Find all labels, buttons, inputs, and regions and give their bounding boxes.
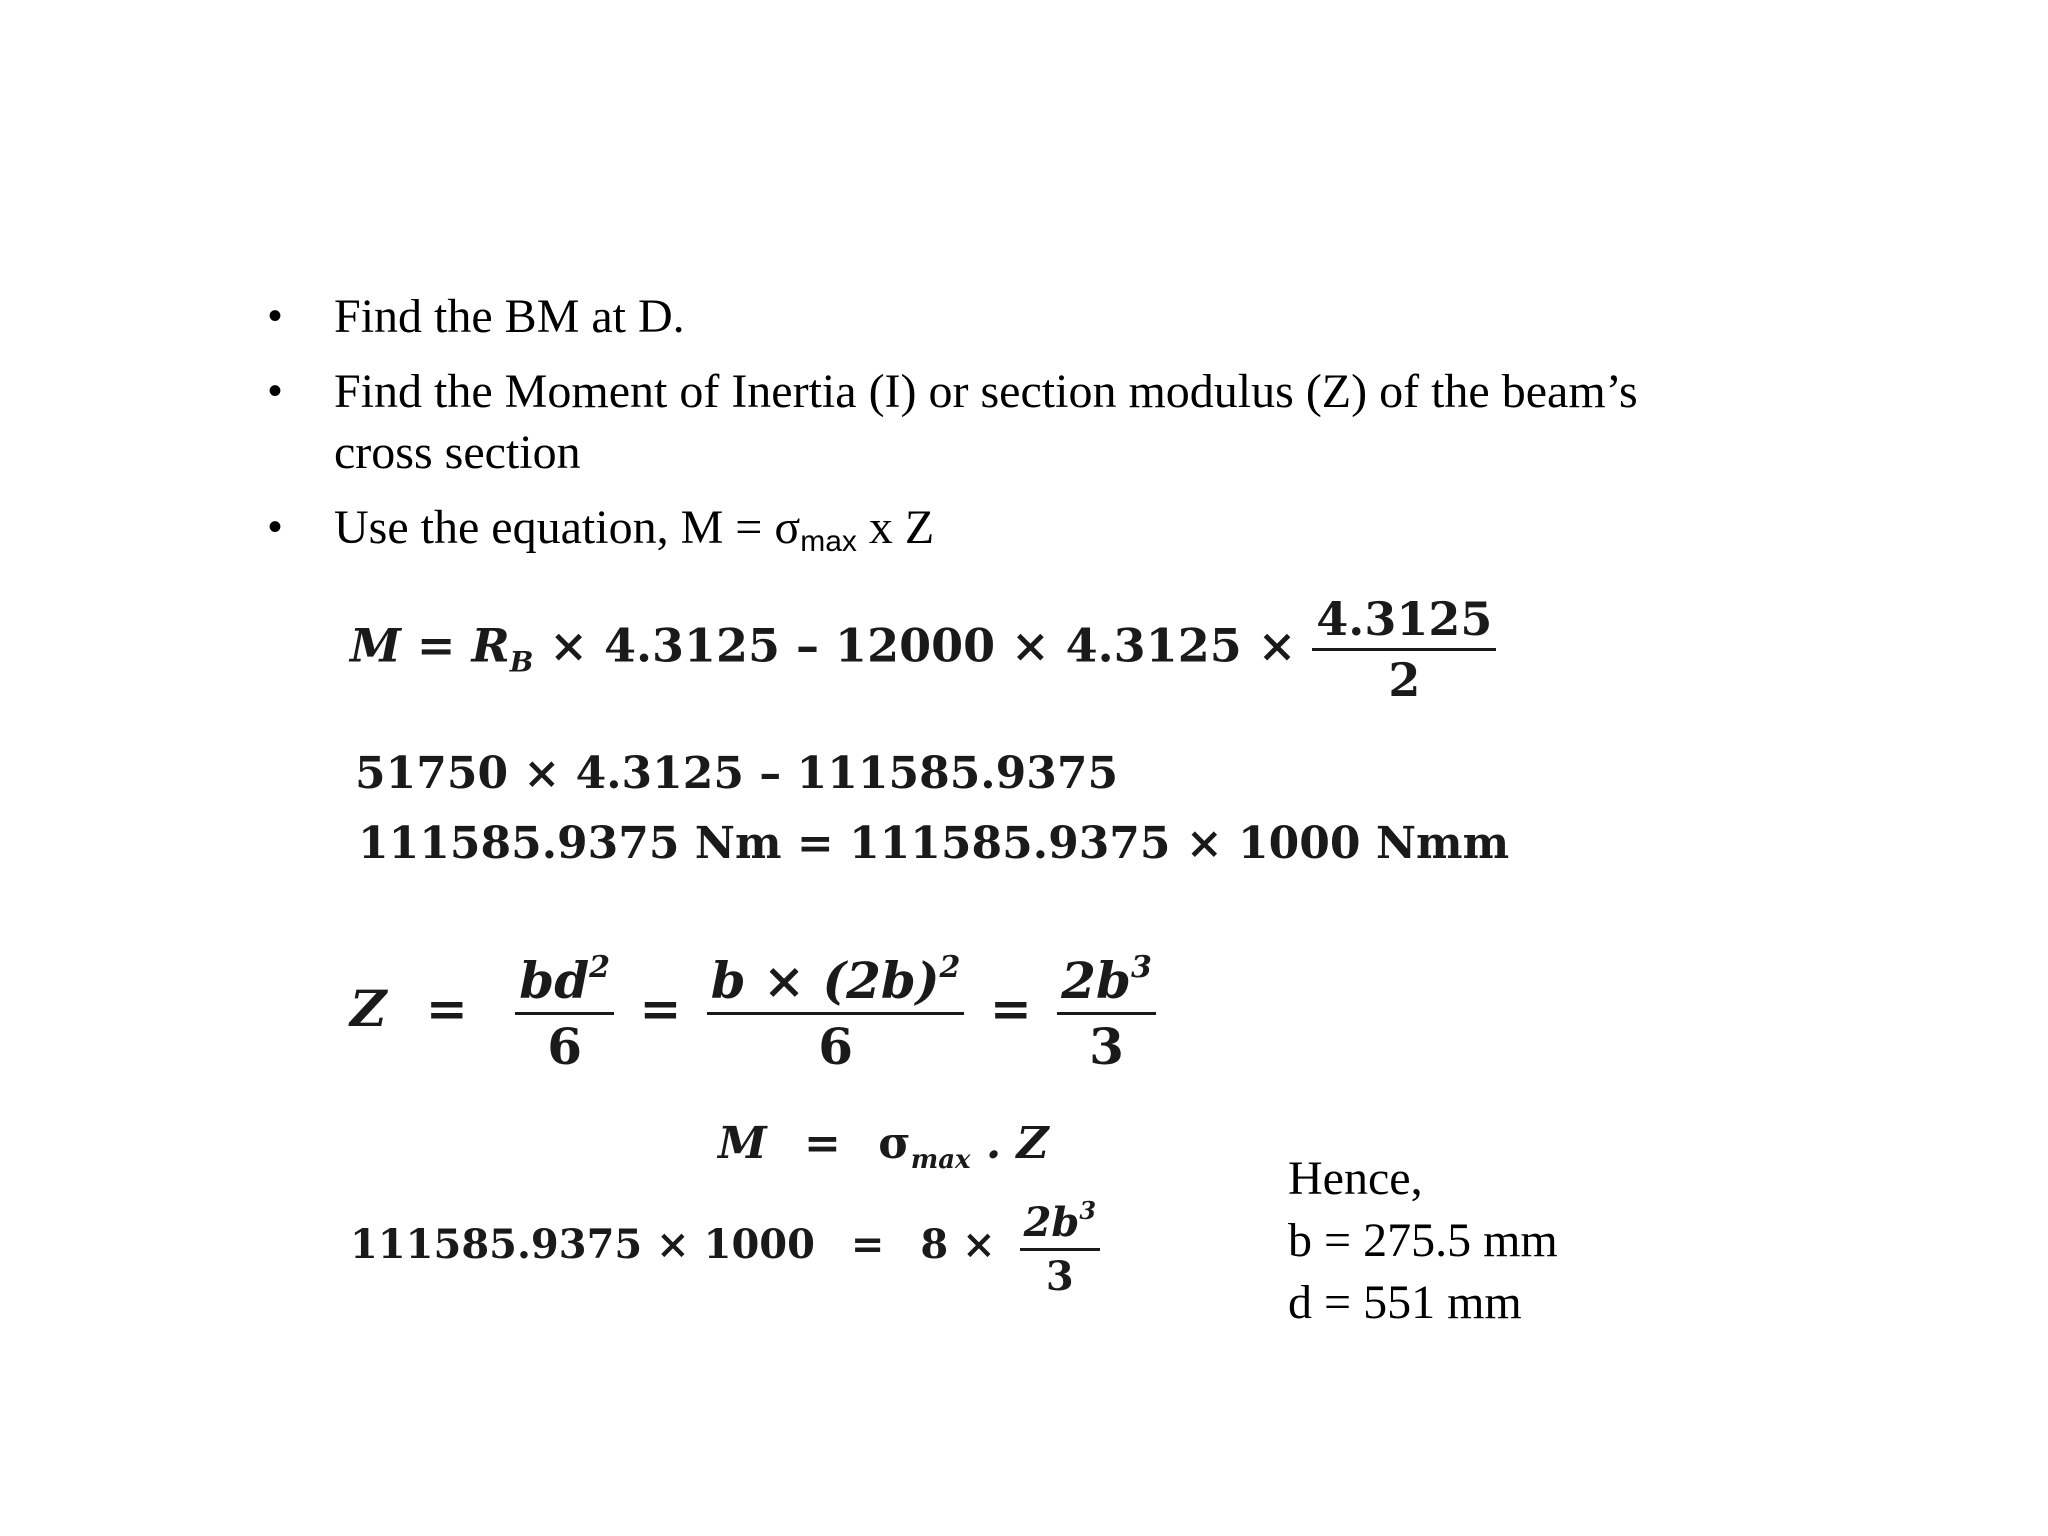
eq1-frac-den: 2 — [1388, 653, 1421, 707]
eqz-f1-num-sup: 2 — [589, 950, 611, 985]
moment-result-line: 111585.9375 Nm = 111585.9375 × 1000 Nmm — [358, 818, 1510, 869]
eq1-fraction — [1312, 592, 1496, 707]
bullet-list — [268, 286, 1648, 586]
eqz-f2-num-text: b × (2b) — [710, 951, 940, 1010]
eqz-equals: = — [425, 979, 468, 1038]
bullet-item — [268, 286, 1648, 347]
eqlast-frac-den: 3 — [1045, 1252, 1074, 1300]
eqm-equals: = — [804, 1118, 841, 1169]
bullet-subscript: max — [800, 525, 857, 558]
eqz-fraction-2 — [707, 950, 965, 1076]
bullet-text-tail: x Z — [856, 501, 935, 554]
eq1-lhs: M = R — [350, 618, 510, 673]
bullet-dot: • — [268, 294, 283, 338]
eqlast-frac-num-text: 2b — [1023, 1198, 1080, 1246]
bullet-dot: • — [268, 369, 283, 413]
eqlast-lhs: 111585.9375 × 1000 — [350, 1220, 815, 1268]
bullet-text: Find the BM at D. — [334, 290, 685, 343]
eqz-lhs: Z — [350, 979, 387, 1038]
eqm-lhs: M — [718, 1118, 767, 1169]
eq1-body: × 4.3125 – 12000 × 4.3125 × — [533, 618, 1313, 673]
eqz-f2-num — [707, 950, 965, 1015]
eqz-f1-den: 6 — [547, 1017, 583, 1076]
result-line-1: Hence, — [1288, 1152, 1423, 1205]
moment-equation — [350, 592, 1496, 707]
solve-equation — [350, 1196, 1100, 1300]
result-block — [1288, 1148, 1558, 1334]
bullet-text: Use the equation, M = σ — [334, 501, 801, 554]
eqz-f3-num-text: 2b — [1061, 951, 1131, 1010]
eqz-fraction-1 — [515, 950, 614, 1076]
eqz-f1-num-text: bd — [519, 951, 590, 1010]
eqz-f3-num — [1057, 950, 1156, 1015]
eqm-sigma: σ — [878, 1118, 911, 1169]
eqlast-frac-num-sup: 3 — [1079, 1196, 1097, 1225]
eqlast-fraction — [1020, 1196, 1101, 1300]
bullet-item — [268, 361, 1648, 483]
eqz-f3-num-sup: 3 — [1130, 950, 1152, 985]
bullet-item — [268, 497, 1648, 572]
eqlast-equals: = — [850, 1220, 885, 1268]
moment-calc-line: 51750 × 4.3125 – 111585.9375 — [355, 748, 1119, 799]
bullet-dot: • — [268, 505, 283, 549]
eqz-f2-den: 6 — [818, 1017, 853, 1076]
eqlast-mult: 8 × — [920, 1220, 996, 1268]
eqlast-frac-num — [1020, 1196, 1101, 1251]
eq1-lhs-subscript: B — [509, 645, 534, 679]
bending-equation — [718, 1118, 1049, 1175]
eqz-equals-2: = — [639, 979, 682, 1038]
result-line-3: d = 551 mm — [1288, 1276, 1522, 1329]
eqz-f2-num-sup: 2 — [939, 950, 961, 985]
bullet-text: Find the Moment of Inertia (I) or section modulus (Z) of the beam’s cross section — [334, 365, 1638, 479]
eqm-subscript: max — [910, 1145, 971, 1175]
eq1-frac-num: 4.3125 — [1312, 592, 1496, 651]
eqz-f3-den: 3 — [1089, 1017, 1124, 1076]
section-modulus-equation — [350, 950, 1156, 1076]
result-line-2: b = 275.5 mm — [1288, 1214, 1558, 1267]
eqz-equals-3: = — [989, 979, 1032, 1038]
eqz-f1-num — [515, 950, 614, 1015]
eqz-fraction-3 — [1057, 950, 1156, 1076]
eqm-tail: . Z — [970, 1118, 1049, 1169]
